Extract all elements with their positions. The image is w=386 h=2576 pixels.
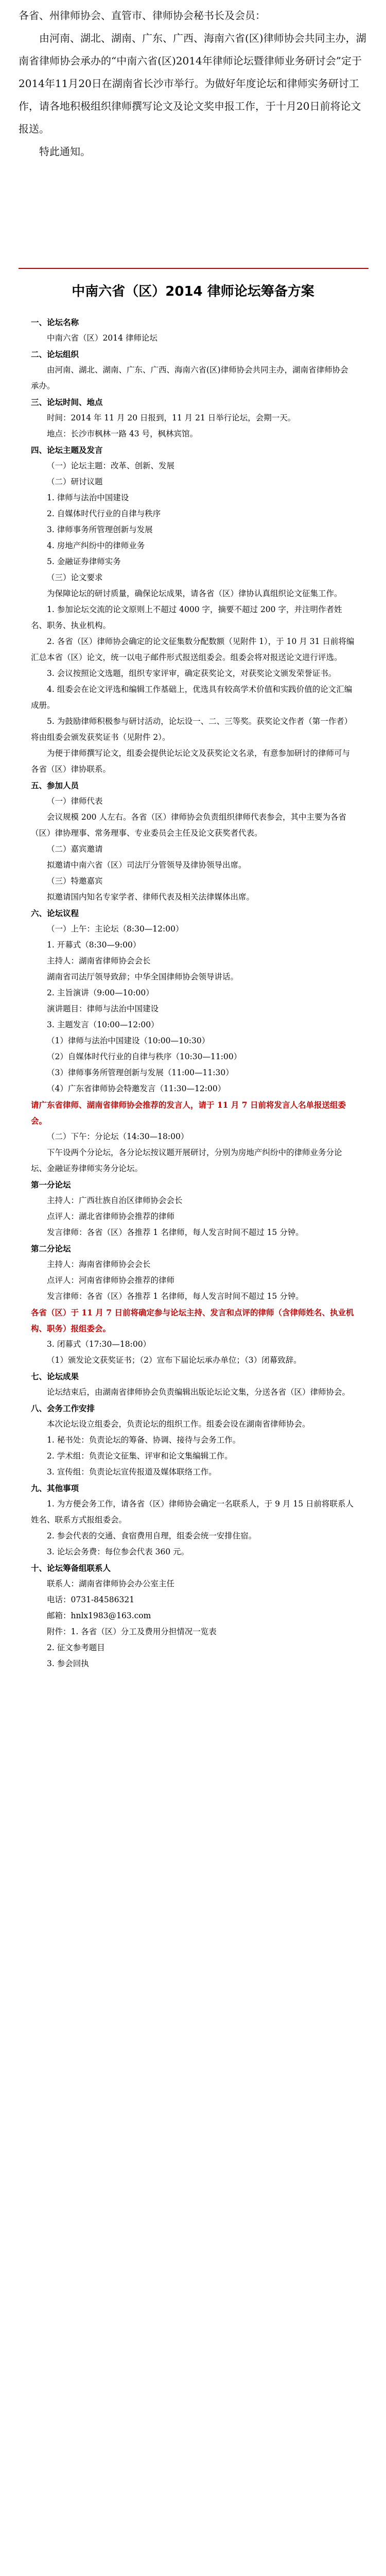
section-text: 主持人：广西壮族自治区律师协会会长 <box>47 1196 183 1205</box>
section-text: 主持人：海南省律师协会会长 <box>47 1260 151 1269</box>
section-heading: 九、其他事项 <box>31 1483 79 1493</box>
section-text: 1. 秘书处：负责论坛的筹备、协调、接待与会务工作。 <box>47 1435 241 1445</box>
section-text: （2）自媒体时代行业的自律与秩序（10:30—11:00） <box>47 1052 242 1061</box>
section-text: 拟邀请中南六省（区）司法厅分管领导及律协领导出席。 <box>47 860 247 870</box>
section-text: 演讲题目：律师与法治中国建设 <box>47 1004 159 1013</box>
section-text: 邮箱：hnlx1983@163.com <box>47 1611 151 1620</box>
section-text: 5. 为鼓励律师积极参与研讨活动，论坛设一、二、三等奖。获奖论文作者（第一作者）将由组委会颁发获奖证书（见附件 2）。 <box>31 717 353 742</box>
section-text: 点评人：湖北省律师协会推荐的律师 <box>47 1212 175 1221</box>
section-text: （一）律师代表 <box>47 796 103 806</box>
section-text: 3. 论坛会务费：每位参会代表 360 元。 <box>47 1547 189 1556</box>
section-text: （1）颁发论文获奖证书；（2）宣布下届论坛承办单位；（3）闭幕致辞。 <box>47 1355 302 1365</box>
section-text: 1. 参加论坛交流的论文原则上不超过 4000 字，摘要不超过 200 字，并注明作者姓名、职务、执业机构。 <box>31 605 342 630</box>
section-text: 3. 律师事务所管理创新与发展 <box>47 525 153 534</box>
notice-closing: 特此通知。 <box>39 145 91 158</box>
section-text: 4. 组委会在论文评选和编辑工作基础上，优选具有较高学术价值和实践价值的论文汇编成册。 <box>31 685 353 710</box>
section-text: 会议规模 200 人左右。各省（区）律师协会负责组织律师代表参会，其中主要为各省（区）律协理事、常务理事、专业委员会主任及论文获奖者代表。 <box>31 812 346 838</box>
section-text: 2. 各省（区）律师协会确定的论文征集数分配数额（见附件 1），于 10 月 31 日前将编汇总本省（区）论文，统一以电子邮件形式报送组委会。组委会将对报送论文进行评选。 <box>31 637 355 662</box>
section-text: 点评人：河南省律师协会推荐的律师 <box>47 1276 175 1285</box>
section-heading: 三、论坛时间、地点 <box>31 397 103 407</box>
section-text: 下午设两个分论坛，各分论坛按议题开展研讨，分别为房地产纠纷中的律师业务分论坛、金融证券律师实务分论坛。 <box>31 1148 342 1173</box>
section-text: 时间：2014 年 11 月 20 日报到，11 月 21 日举行论坛，会期一天。 <box>47 413 296 422</box>
section-text: （3）律师事务所管理创新与发展（11:00—11:30） <box>47 1068 234 1077</box>
section-text: （二）下午：分论坛（14:30—18:00） <box>47 1132 189 1141</box>
section-text: 2. 征文参考题目 <box>47 1643 105 1652</box>
notice-greeting: 各省、州律师协会、直管市、律师协会秘书长及会员： <box>19 9 266 22</box>
section-text: 3. 主题发言（10:00—12:00） <box>47 1020 159 1029</box>
section-text: 2. 主旨演讲（9:00—10:00） <box>47 988 154 997</box>
section-text: 本次论坛设立组委会，负责论坛的组织工作。组委会设在湖南省律师协会。 <box>47 1419 310 1429</box>
section-heading: 一、论坛名称 <box>31 317 79 327</box>
section-text: 主持人：湖南省律师协会会长 <box>47 956 151 965</box>
section-text: 5. 金融证券律师实务 <box>47 557 121 566</box>
section-heading: 二、论坛组织 <box>31 349 79 359</box>
section-text: 1. 律师与法治中国建设 <box>47 493 129 502</box>
section-text: 附件：1. 各省（区）分工及费用分担情况一览表 <box>47 1627 217 1636</box>
section-text: 拟邀请国内知名专家学者、律师代表及相关法律媒体出席。 <box>47 892 255 902</box>
section-heading: 七、论坛成果 <box>31 1371 79 1381</box>
section-text: 论坛结束后，由湖南省律师协会负责编辑出版论坛论文集，分送各省（区）律师协会。 <box>47 1387 350 1397</box>
section-text: 4. 房地产纠纷中的律师业务 <box>47 541 145 550</box>
section-text: 由河南、湖北、湖南、广东、广西、海南六省(区)律师协会共同主办，湖南省律师协会承办。 <box>31 365 348 391</box>
section-text: 3. 宣传组：负责论坛宣传报道及媒体联络工作。 <box>47 1467 217 1477</box>
section-text: 各省（区）于 11 月 7 日前将确定参与论坛主持、发言和点评的律师（含律师姓名、执业机构、职务）报组委会。 <box>31 1308 354 1333</box>
section-text: （一）上午：主论坛（8:30—12:00） <box>47 924 184 934</box>
section-text: （二）嘉宾邀请 <box>47 844 103 854</box>
section-text: 发言律师：各省（区）各推荐 1 名律师，每人发言时间不超过 15 分钟。 <box>47 1292 304 1301</box>
section-text: 第一分论坛 <box>31 1180 71 1190</box>
section-heading: 八、会务工作安排 <box>31 1403 95 1413</box>
section-text: 1. 开幕式（8:30—9:00） <box>47 940 141 950</box>
document-title: 中南六省（区）2014 律师论坛筹备方案 <box>72 284 314 299</box>
section-heading: 六、论坛议程 <box>31 908 79 918</box>
notice-text <box>19 4 369 163</box>
section-heading: 五、参加人员 <box>31 781 79 790</box>
section-text: 2. 参会代表的交通、食宿费用自理，组委会统一安排住宿。 <box>47 1531 257 1540</box>
section-text: 湖南省司法厅领导致辞；中华全国律师协会领导讲话。 <box>47 972 239 981</box>
notice-paragraph: 由河南、湖北、湖南、广东、广西、海南六省(区)律师协会共同主办，湖南省律师协会承办的“中南六省(区)2014年律师论坛暨律师业务研讨会”定于2014年11月20日在湖南省长沙市举行。为做好年度论坛和律师实务研讨工作，请各地积极组织律师撰写论文及论文奖申报工作，于十月20日前将论文报送。 <box>19 32 366 135</box>
section-text: 2. 学术组：负责论文征集、评审和论文集编辑工作。 <box>47 1451 233 1461</box>
section-text: （二）研讨议题 <box>47 477 103 486</box>
section-text: （三）论文要求 <box>47 573 103 582</box>
section-text: 1. 为方便会务工作，请各省（区）律师协会确定一名联系人，于 9 月 15 日前将联系人姓名、联系方式报组委会。 <box>31 1499 354 1524</box>
section-text: 3. 参会回执 <box>47 1659 89 1668</box>
section-text: 联系人：湖南省律师协会办公室主任 <box>47 1579 175 1588</box>
section-text: 请广东省律师、湖南省律师协会推荐的发言人，请于 11 月 7 日前将发言人名单报送组委会。 <box>31 1100 346 1126</box>
document-body <box>31 314 356 1672</box>
section-text: 电话：0731-84586321 <box>47 1595 135 1604</box>
section-text: 3. 闭幕式（17:30—18:00） <box>47 1340 151 1349</box>
section-text: 2. 自媒体时代行业的自律与秩序 <box>47 509 161 518</box>
section-text: 发言律师：各省（区）各推荐 1 名律师，每人发言时间不超过 15 分钟。 <box>47 1228 304 1237</box>
section-heading: 四、论坛主题及发言 <box>31 445 103 455</box>
section-text: （4）广东省律师协会特邀发言（11:30—12:00） <box>47 1084 226 1093</box>
section-text: 中南六省（区）2014 律师论坛 <box>47 333 157 343</box>
section-text: 3. 会议按照论文选题，组织专家评审，确定获奖论文，对获奖论文颁发荣誉证书。 <box>47 669 337 678</box>
section-text: 为保障论坛的研讨质量，确保论坛成果，请各省（区）律协认真组织论文征集工作。 <box>47 589 342 598</box>
section-text: （三）特邀嘉宾 <box>47 876 103 886</box>
section-text: 第二分论坛 <box>31 1244 71 1253</box>
notice-block <box>0 0 386 260</box>
section-text: （一）论坛主题：改革、创新、发展 <box>47 461 175 470</box>
section-text: 为便于律师撰写论文，组委会提供论坛论文及获奖论文名录，有意参加研讨的律师可与各省（区）律协联系。 <box>31 749 350 774</box>
section-text: 地点：长沙市枫林一路 43 号，枫林宾馆。 <box>47 429 198 438</box>
section-text: （1）律师与法治中国建设（10:00—10:30） <box>47 1036 210 1045</box>
divider <box>19 268 369 269</box>
section-text: 十、论坛筹备组联系人 <box>31 1563 111 1573</box>
